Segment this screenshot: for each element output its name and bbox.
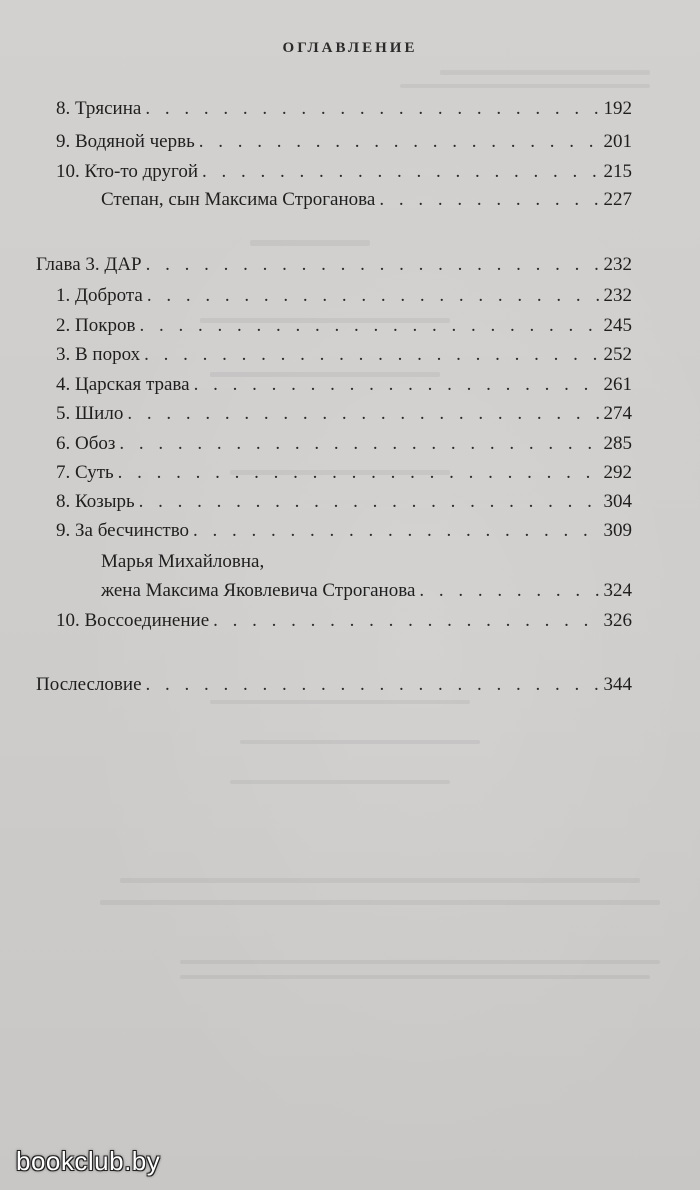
toc-entry-title: 10. Кто-то другой [56, 161, 199, 182]
dot-leader [119, 432, 599, 456]
toc-entry-title: 2. Покров [56, 315, 136, 336]
watermark: bookclub.by [16, 1146, 161, 1176]
dot-leader [213, 609, 599, 633]
dot-leader [127, 402, 599, 426]
toc-entry [56, 97, 632, 121]
toc-entry-page: 274 [603, 403, 632, 424]
toc-entry [56, 284, 632, 308]
toc-entry [56, 609, 632, 633]
toc-entry-title-line: Марья Михайловна, [101, 551, 265, 572]
toc-entry-page: 285 [603, 433, 632, 454]
toc-chapter [36, 253, 632, 277]
toc-entry-page: 304 [603, 491, 632, 512]
toc-entry [56, 519, 632, 543]
bleed-through-mark [100, 900, 660, 905]
toc-chapter [36, 673, 632, 697]
dot-leader [146, 253, 600, 277]
toc-entry-page: 252 [603, 344, 632, 365]
toc-entry-title: 9. За бесчинство [56, 520, 190, 541]
page-header: ОГЛАВЛЕНИЕ [282, 40, 418, 56]
dot-leader [145, 97, 599, 121]
toc-chapter-page: 232 [603, 254, 632, 275]
toc-entry-title: 8. Трясина [56, 98, 142, 119]
toc-entry-title: жена Максима Яковлевича Строганова [101, 580, 416, 601]
dot-leader [139, 490, 600, 514]
toc-entry-title: 5. Шило [56, 403, 124, 424]
toc-chapter-title: Послесловие [36, 674, 142, 695]
toc-entry-page: 326 [603, 610, 632, 631]
toc-entry-page: 201 [603, 131, 632, 152]
toc-entry-title: 4. Царская трава [56, 374, 190, 395]
dot-leader [202, 160, 599, 184]
toc-entry-title: 8. Козырь [56, 491, 135, 512]
toc-entry [56, 461, 632, 485]
toc-entry-title: 9. Водяной червь [56, 131, 195, 152]
bleed-through-mark [180, 960, 660, 964]
toc-entry [101, 188, 632, 212]
toc-entry-title: 6. Обоз [56, 433, 116, 454]
toc-entry-page: 245 [603, 315, 632, 336]
toc-entry [56, 373, 632, 397]
toc-entry-title: Степан, сын Максима Строганова [101, 189, 376, 210]
dot-leader [118, 461, 600, 485]
bleed-through-mark [440, 70, 650, 75]
toc-entry [56, 160, 632, 184]
toc-chapter-page: 344 [603, 674, 632, 695]
toc-entry [56, 402, 632, 426]
bleed-through-mark [400, 84, 650, 88]
toc-entry-page: 232 [603, 285, 632, 306]
dot-leader [144, 343, 599, 367]
dot-leader [146, 673, 600, 697]
toc-entry-page: 215 [603, 161, 632, 182]
bleed-through-mark [240, 740, 480, 744]
toc-entry [56, 343, 632, 367]
dot-leader [147, 284, 600, 308]
toc-entry-page: 261 [603, 374, 632, 395]
dot-leader [199, 130, 600, 154]
toc-entry [56, 130, 632, 154]
dot-leader [419, 579, 599, 603]
toc-entry-title: 10. Воссоединение [56, 610, 210, 631]
toc-chapter-title: Глава 3. ДАР [36, 254, 142, 275]
dot-leader [379, 188, 599, 212]
toc-entry-title: 3. В порох [56, 344, 141, 365]
toc-entry [56, 432, 632, 456]
toc-entry-page: 292 [603, 462, 632, 483]
dot-leader [193, 519, 599, 543]
dot-leader [139, 314, 599, 338]
toc-entry-page: 324 [603, 580, 632, 601]
toc-entry-title: 1. Доброта [56, 285, 143, 306]
bleed-through-mark [120, 878, 640, 883]
bleed-through-mark [230, 780, 450, 784]
toc-entry-page: 192 [603, 98, 632, 119]
toc-entry-title: 7. Суть [56, 462, 114, 483]
toc-entry-page: 227 [603, 189, 632, 210]
bleed-through-mark [180, 975, 650, 979]
toc-entry [56, 314, 632, 338]
toc-entry [101, 579, 632, 603]
bleed-through-mark [210, 700, 470, 704]
toc-entry [56, 490, 632, 514]
dot-leader [194, 373, 600, 397]
bleed-through-mark [250, 240, 370, 246]
toc-entry-page: 309 [603, 520, 632, 541]
